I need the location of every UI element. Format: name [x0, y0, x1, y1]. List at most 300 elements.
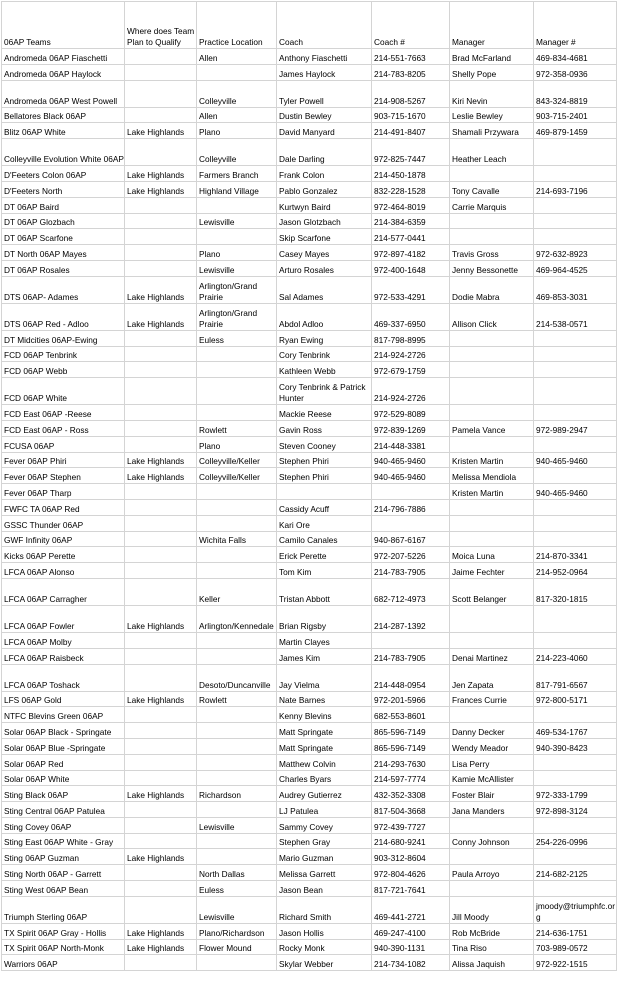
table-row: [2, 260, 617, 276]
coach-number-cell: 903-312-8604: [372, 849, 450, 865]
practice-location-cell: [197, 802, 277, 818]
coach-cell: Jason Glotzbach: [277, 213, 372, 229]
header-row: [2, 2, 617, 49]
team-cell: DT 06AP Baird: [2, 197, 125, 213]
practice-location-cell: North Dallas: [197, 865, 277, 881]
manager-cell: Kristen Martin: [450, 452, 534, 468]
table-row: [2, 123, 617, 139]
qualify-cell: [125, 346, 197, 362]
manager-cell: Jenny Bessonette: [450, 260, 534, 276]
table-row: [2, 547, 617, 563]
coach-cell: Melissa Garrett: [277, 865, 372, 881]
table-body: [2, 49, 617, 971]
coach-number-cell: 214-680-9241: [372, 833, 450, 849]
coach-cell: Sal Adames: [277, 276, 372, 303]
coach-cell: James Haylock: [277, 64, 372, 80]
manager-cell: [450, 166, 534, 182]
team-cell: LFS 06AP Gold: [2, 691, 125, 707]
header-cell-manager-number: Manager #: [534, 2, 617, 49]
qualify-cell: Lake Highlands: [125, 939, 197, 955]
coach-cell: Stephen Gray: [277, 833, 372, 849]
qualify-cell: Lake Highlands: [125, 166, 197, 182]
team-cell: DT 06AP Scarfone: [2, 229, 125, 245]
practice-location-cell: [197, 484, 277, 500]
manager-cell: [450, 817, 534, 833]
manager-number-cell: 469-534-1767: [534, 723, 617, 739]
manager-number-cell: 972-922-1515: [534, 955, 617, 971]
coach-number-cell: 214-597-7774: [372, 770, 450, 786]
manager-number-cell: [534, 405, 617, 421]
manager-number-cell: [534, 849, 617, 865]
team-cell: Andromeda 06AP West Powell: [2, 80, 125, 107]
table-row: [2, 303, 617, 330]
coach-number-cell: 214-293-7630: [372, 754, 450, 770]
practice-location-cell: Colleyville/Keller: [197, 468, 277, 484]
coach-number-cell: 972-400-1648: [372, 260, 450, 276]
practice-location-cell: [197, 563, 277, 579]
table-row: [2, 362, 617, 378]
team-cell: FCD 06AP Webb: [2, 362, 125, 378]
table-row: [2, 754, 617, 770]
manager-number-cell: 214-223-4060: [534, 648, 617, 664]
team-cell: Solar 06AP Blue -Springate: [2, 738, 125, 754]
coach-number-cell: 972-207-5226: [372, 547, 450, 563]
manager-number-cell: 214-538-0571: [534, 303, 617, 330]
team-cell: Sting Central 06AP Patulea: [2, 802, 125, 818]
qualify-cell: [125, 896, 197, 923]
manager-number-cell: [534, 531, 617, 547]
coach-number-cell: 214-450-1878: [372, 166, 450, 182]
manager-cell: [450, 405, 534, 421]
practice-location-cell: Allen: [197, 107, 277, 123]
manager-number-cell: [534, 436, 617, 452]
team-cell: Sting Covey 06AP: [2, 817, 125, 833]
manager-cell: [450, 707, 534, 723]
qualify-cell: [125, 770, 197, 786]
qualify-cell: [125, 405, 197, 421]
manager-number-cell: 972-989-2947: [534, 420, 617, 436]
practice-location-cell: Plano/Richardson: [197, 923, 277, 939]
manager-cell: Danny Decker: [450, 723, 534, 739]
qualify-cell: [125, 648, 197, 664]
practice-location-cell: [197, 770, 277, 786]
coach-number-cell: 214-448-3381: [372, 436, 450, 452]
qualify-cell: [125, 245, 197, 261]
coach-cell: Jason Bean: [277, 881, 372, 897]
team-cell: D'Feeters Colon 06AP: [2, 166, 125, 182]
practice-location-cell: Plano: [197, 245, 277, 261]
qualify-cell: Lake Highlands: [125, 786, 197, 802]
practice-location-cell: [197, 738, 277, 754]
manager-number-cell: 214-952-0964: [534, 563, 617, 579]
coach-cell: Stephen Phiri: [277, 468, 372, 484]
manager-number-cell: 972-358-0936: [534, 64, 617, 80]
manager-cell: Allison Click: [450, 303, 534, 330]
coach-number-cell: 865-596-7149: [372, 738, 450, 754]
coach-number-cell: 972-679-1759: [372, 362, 450, 378]
practice-location-cell: [197, 64, 277, 80]
manager-cell: Shamali Przywara: [450, 123, 534, 139]
manager-cell: [450, 632, 534, 648]
coach-number-cell: 940-867-6167: [372, 531, 450, 547]
manager-cell: Rob McBride: [450, 923, 534, 939]
coach-cell: Skylar Webber: [277, 955, 372, 971]
coach-cell: Kurtwyn Baird: [277, 197, 372, 213]
manager-number-cell: 817-320-1815: [534, 578, 617, 605]
table-row: [2, 833, 617, 849]
table-row: [2, 330, 617, 346]
practice-location-cell: [197, 547, 277, 563]
manager-number-cell: 469-834-4681: [534, 49, 617, 65]
coach-cell: Brian Rigsby: [277, 605, 372, 632]
team-cell: DT North 06AP Mayes: [2, 245, 125, 261]
practice-location-cell: [197, 405, 277, 421]
qualify-cell: [125, 817, 197, 833]
coach-number-cell: 214-924-2726: [372, 378, 450, 405]
manager-number-cell: 903-715-2401: [534, 107, 617, 123]
coach-number-cell: 214-783-7905: [372, 563, 450, 579]
coach-cell: Tristan Abbott: [277, 578, 372, 605]
coach-number-cell: 972-839-1269: [372, 420, 450, 436]
manager-cell: [450, 605, 534, 632]
table-row: [2, 723, 617, 739]
manager-cell: Carrie Marquis: [450, 197, 534, 213]
qualify-cell: [125, 955, 197, 971]
coach-number-cell: 817-504-3668: [372, 802, 450, 818]
practice-location-cell: [197, 632, 277, 648]
practice-location-cell: Wichita Falls: [197, 531, 277, 547]
table-row: [2, 499, 617, 515]
manager-cell: Scott Belanger: [450, 578, 534, 605]
qualify-cell: [125, 436, 197, 452]
header-cell-coach-number: Coach #: [372, 2, 450, 49]
manager-cell: [450, 499, 534, 515]
coach-number-cell: 972-464-8019: [372, 197, 450, 213]
manager-cell: Dodie Mabra: [450, 276, 534, 303]
team-cell: TX Spirit 06AP Gray - Hollis: [2, 923, 125, 939]
practice-location-cell: [197, 754, 277, 770]
coach-cell: Martin Clayes: [277, 632, 372, 648]
manager-number-cell: [534, 213, 617, 229]
practice-location-cell: [197, 197, 277, 213]
coach-cell: Frank Colon: [277, 166, 372, 182]
table-row: [2, 605, 617, 632]
manager-number-cell: [534, 468, 617, 484]
team-cell: FCD East 06AP -Reese: [2, 405, 125, 421]
team-cell: FWFC TA 06AP Red: [2, 499, 125, 515]
coach-number-cell: 972-897-4182: [372, 245, 450, 261]
qualify-cell: Lake Highlands: [125, 691, 197, 707]
coach-number-cell: 214-783-7905: [372, 648, 450, 664]
manager-number-cell: 972-898-3124: [534, 802, 617, 818]
team-cell: Andromeda 06AP Haylock: [2, 64, 125, 80]
team-cell: FCUSA 06AP: [2, 436, 125, 452]
manager-cell: Jaime Fechter: [450, 563, 534, 579]
manager-number-cell: 972-333-1799: [534, 786, 617, 802]
table-row: [2, 64, 617, 80]
manager-number-cell: 972-632-8923: [534, 245, 617, 261]
coach-cell: Charles Byars: [277, 770, 372, 786]
manager-number-cell: [534, 605, 617, 632]
coach-number-cell: 214-796-7886: [372, 499, 450, 515]
manager-cell: [450, 515, 534, 531]
table-row: [2, 849, 617, 865]
qualify-cell: [125, 515, 197, 531]
manager-number-cell: 214-693-7196: [534, 181, 617, 197]
coach-cell: Mario Guzman: [277, 849, 372, 865]
coach-number-cell: 972-201-5966: [372, 691, 450, 707]
coach-number-cell: 682-553-8601: [372, 707, 450, 723]
coach-cell: Arturo Rosales: [277, 260, 372, 276]
table-row: [2, 452, 617, 468]
team-cell: Warriors 06AP: [2, 955, 125, 971]
coach-cell: Abdol Adloo: [277, 303, 372, 330]
table-row: [2, 770, 617, 786]
coach-number-cell: 817-721-7641: [372, 881, 450, 897]
qualify-cell: [125, 484, 197, 500]
coach-cell: Richard Smith: [277, 896, 372, 923]
team-cell: FCD East 06AP - Ross: [2, 420, 125, 436]
practice-location-cell: Arlington/Kennedale: [197, 605, 277, 632]
table-row: [2, 276, 617, 303]
header-cell-manager: Manager: [450, 2, 534, 49]
coach-cell: Mackie Reese: [277, 405, 372, 421]
qualify-cell: [125, 802, 197, 818]
table-row: [2, 166, 617, 182]
team-cell: Solar 06AP Red: [2, 754, 125, 770]
coach-cell: Steven Cooney: [277, 436, 372, 452]
table-row: [2, 229, 617, 245]
table-row: [2, 378, 617, 405]
coach-number-cell: [372, 484, 450, 500]
manager-number-cell: [534, 139, 617, 166]
manager-number-cell: 469-853-3031: [534, 276, 617, 303]
practice-location-cell: Farmers Branch: [197, 166, 277, 182]
practice-location-cell: [197, 849, 277, 865]
qualify-cell: [125, 499, 197, 515]
table-row: [2, 896, 617, 923]
manager-cell: Jana Manders: [450, 802, 534, 818]
qualify-cell: [125, 420, 197, 436]
coach-number-cell: 214-577-0441: [372, 229, 450, 245]
qualify-cell: [125, 260, 197, 276]
manager-number-cell: [534, 632, 617, 648]
manager-cell: Pamela Vance: [450, 420, 534, 436]
practice-location-cell: Highland Village: [197, 181, 277, 197]
qualify-cell: Lake Highlands: [125, 123, 197, 139]
manager-number-cell: 214-682-2125: [534, 865, 617, 881]
manager-cell: [450, 436, 534, 452]
practice-location-cell: [197, 499, 277, 515]
practice-location-cell: Keller: [197, 578, 277, 605]
qualify-cell: [125, 330, 197, 346]
qualify-cell: Lake Highlands: [125, 181, 197, 197]
manager-number-cell: [534, 499, 617, 515]
team-cell: Fever 06AP Tharp: [2, 484, 125, 500]
manager-number-cell: [534, 330, 617, 346]
table-row: [2, 436, 617, 452]
coach-number-cell: 972-533-4291: [372, 276, 450, 303]
qualify-cell: [125, 80, 197, 107]
team-cell: Blitz 06AP White: [2, 123, 125, 139]
coach-number-cell: 832-228-1528: [372, 181, 450, 197]
practice-location-cell: Rowlett: [197, 420, 277, 436]
manager-cell: Jill Moody: [450, 896, 534, 923]
table-row: [2, 648, 617, 664]
table-row: [2, 632, 617, 648]
coach-cell: Stephen Phiri: [277, 452, 372, 468]
table-row: [2, 563, 617, 579]
coach-number-cell: 214-287-1392: [372, 605, 450, 632]
coach-cell: Matt Springate: [277, 723, 372, 739]
manager-number-cell: 843-324-8819: [534, 80, 617, 107]
table-row: [2, 107, 617, 123]
team-cell: Colleyville Evolution White 06AP: [2, 139, 125, 166]
coach-number-cell: 214-448-0954: [372, 664, 450, 691]
qualify-cell: [125, 754, 197, 770]
coach-number-cell: 972-804-4626: [372, 865, 450, 881]
practice-location-cell: [197, 723, 277, 739]
coach-cell: Cory Tenbrink & Patrick Hunter: [277, 378, 372, 405]
qualify-cell: [125, 213, 197, 229]
practice-location-cell: [197, 648, 277, 664]
table-row: [2, 484, 617, 500]
manager-number-cell: 469-879-1459: [534, 123, 617, 139]
coach-number-cell: 940-465-9460: [372, 468, 450, 484]
manager-number-cell: [534, 346, 617, 362]
table-row: [2, 817, 617, 833]
coach-cell: Tom Kim: [277, 563, 372, 579]
qualify-cell: [125, 229, 197, 245]
practice-location-cell: [197, 707, 277, 723]
coach-number-cell: [372, 632, 450, 648]
team-cell: NTFC Blevins Green 06AP: [2, 707, 125, 723]
table-row: [2, 578, 617, 605]
team-cell: FCD 06AP Tenbrink: [2, 346, 125, 362]
manager-cell: [450, 849, 534, 865]
team-cell: DTS 06AP- Adames: [2, 276, 125, 303]
table-row: [2, 691, 617, 707]
team-cell: GSSC Thunder 06AP: [2, 515, 125, 531]
table-row: [2, 139, 617, 166]
practice-location-cell: Arlington/Grand Prairie: [197, 303, 277, 330]
manager-cell: [450, 362, 534, 378]
qualify-cell: Lake Highlands: [125, 276, 197, 303]
table-row: [2, 181, 617, 197]
table-row: [2, 405, 617, 421]
manager-number-cell: [534, 707, 617, 723]
qualify-cell: Lake Highlands: [125, 923, 197, 939]
header-cell-practice-location: Practice Location: [197, 2, 277, 49]
manager-number-cell: [534, 754, 617, 770]
coach-number-cell: 214-783-8205: [372, 64, 450, 80]
manager-cell: Heather Leach: [450, 139, 534, 166]
table-row: [2, 213, 617, 229]
manager-cell: Jen Zapata: [450, 664, 534, 691]
team-cell: LFCA 06AP Alonso: [2, 563, 125, 579]
qualify-cell: [125, 378, 197, 405]
coach-number-cell: 940-390-1131: [372, 939, 450, 955]
table-row: [2, 468, 617, 484]
coach-number-cell: 214-384-6359: [372, 213, 450, 229]
manager-cell: Tina Riso: [450, 939, 534, 955]
practice-location-cell: Euless: [197, 881, 277, 897]
manager-number-cell: [534, 362, 617, 378]
qualify-cell: [125, 738, 197, 754]
manager-cell: Kiri Nevin: [450, 80, 534, 107]
team-cell: DT 06AP Rosales: [2, 260, 125, 276]
manager-number-cell: 254-226-0996: [534, 833, 617, 849]
qualify-cell: [125, 865, 197, 881]
coach-cell: Erick Perette: [277, 547, 372, 563]
qualify-cell: [125, 723, 197, 739]
coach-number-cell: 865-596-7149: [372, 723, 450, 739]
qualify-cell: [125, 531, 197, 547]
manager-cell: [450, 330, 534, 346]
table-row: [2, 939, 617, 955]
qualify-cell: [125, 664, 197, 691]
practice-location-cell: [197, 362, 277, 378]
manager-number-cell: 469-964-4525: [534, 260, 617, 276]
team-cell: Bellatores Black 06AP: [2, 107, 125, 123]
team-cell: LFCA 06AP Raisbeck: [2, 648, 125, 664]
team-cell: DTS 06AP Red - Adloo: [2, 303, 125, 330]
manager-cell: Lisa Perry: [450, 754, 534, 770]
coach-number-cell: 972-825-7447: [372, 139, 450, 166]
header-cell-qualify: Where does Team Plan to Qualify: [125, 2, 197, 49]
coach-cell: Cory Tenbrink: [277, 346, 372, 362]
team-cell: LFCA 06AP Molby: [2, 632, 125, 648]
manager-number-cell: [534, 197, 617, 213]
table-row: [2, 531, 617, 547]
coach-cell: Ryan Ewing: [277, 330, 372, 346]
team-cell: Solar 06AP White: [2, 770, 125, 786]
coach-number-cell: 432-352-3308: [372, 786, 450, 802]
manager-cell: Tony Cavalle: [450, 181, 534, 197]
practice-location-cell: Colleyville/Keller: [197, 452, 277, 468]
team-cell: Sting Black 06AP: [2, 786, 125, 802]
manager-number-cell: 972-800-5171: [534, 691, 617, 707]
team-cell: Sting East 06AP White - Gray: [2, 833, 125, 849]
header-cell-teams: 06AP Teams: [2, 2, 125, 49]
qualify-cell: [125, 197, 197, 213]
qualify-cell: [125, 49, 197, 65]
manager-cell: Denai Martinez: [450, 648, 534, 664]
manager-cell: Leslie Bewley: [450, 107, 534, 123]
coach-number-cell: 940-465-9460: [372, 452, 450, 468]
table-row: [2, 865, 617, 881]
coach-cell: Anthony Fiaschetti: [277, 49, 372, 65]
teams-table: [1, 1, 617, 971]
qualify-cell: Lake Highlands: [125, 605, 197, 632]
practice-location-cell: Colleyville: [197, 80, 277, 107]
manager-number-cell: jmoody@triumphfc.org: [534, 896, 617, 923]
manager-number-cell: 817-791-6567: [534, 664, 617, 691]
table-row: [2, 346, 617, 362]
coach-number-cell: 214-734-1082: [372, 955, 450, 971]
team-cell: LFCA 06AP Toshack: [2, 664, 125, 691]
coach-cell: Nate Barnes: [277, 691, 372, 707]
practice-location-cell: Colleyville: [197, 139, 277, 166]
qualify-cell: [125, 632, 197, 648]
qualify-cell: [125, 362, 197, 378]
manager-cell: Paula Arroyo: [450, 865, 534, 881]
qualify-cell: Lake Highlands: [125, 452, 197, 468]
manager-cell: Shelly Pope: [450, 64, 534, 80]
coach-cell: Matthew Colvin: [277, 754, 372, 770]
manager-number-cell: [534, 770, 617, 786]
manager-cell: Brad McFarland: [450, 49, 534, 65]
